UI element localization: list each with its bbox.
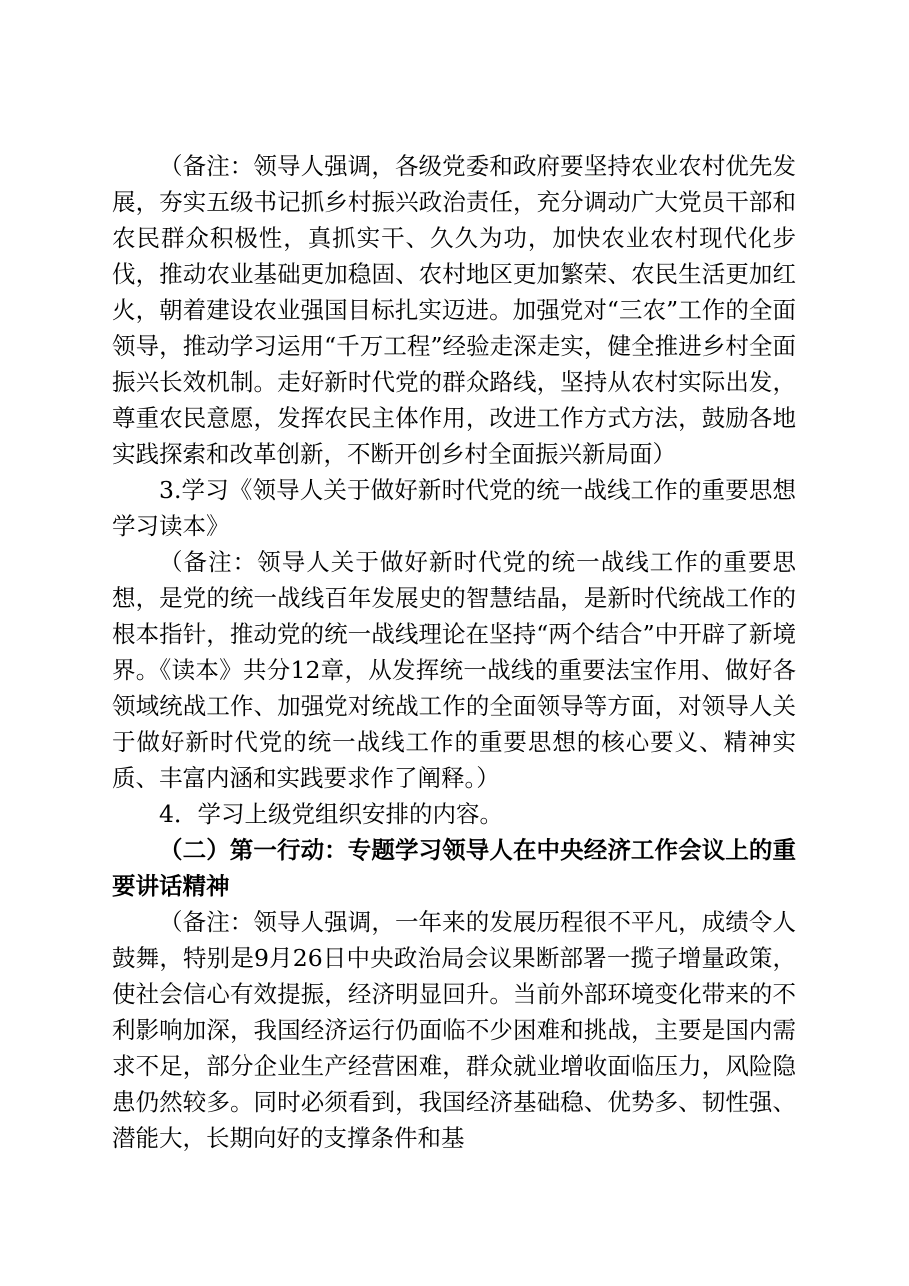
list-item-3-united-front-reader: 3.学习《领导人关于做好新时代党的统一战线工作的重要思想学习读本》 — [112, 476, 796, 540]
note-paragraph-united-front: （备注：领导人关于做好新时代党的统一战线工作的重要思想，是党的统一战线百年发展史的智慧结晶，是新时代统战工作的根本指针，推动党的统一战线理论在坚持“两个结合”中开辟了新境界。《读本》共分12章，从发挥统一战线的重要法宝作用、做好各领域统战工作、加强党对统战工作的全面领导等方面，对领导人关于做好新时代党的统一战线工作的重要思想的核心要义、精神实质、丰富内涵和实践要求作了阐释。） — [112, 548, 796, 792]
document-body — [112, 148, 796, 1156]
section-heading-first-action: （二）第一行动：专题学习领导人在中央经济工作会议上的重要讲话精神 — [112, 836, 796, 900]
list-item-4-superior-arrangements: 4．学习上级党组织安排的内容。 — [159, 800, 503, 828]
note-paragraph-economic-work: （备注：领导人强调，一年来的发展历程很不平凡，成绩令人鼓舞，特别是9月26日中央政治局会议果断部署一揽子增量政策，使社会信心有效提振，经济明显回升。当前外部环境变化带来的不利影响加深，我国经济运行仍面临不少困难和挑战，主要是国内需求不足，部分企业生产经营困难，群众就业增收面临压力，风险隐患仍然较多。同时必须看到，我国经济基础稳、优势多、韧性强、潜能大，长期向好的支撑条件和基 — [112, 908, 796, 1152]
note-paragraph-rural-revitalization: （备注：领导人强调，各级党委和政府要坚持农业农村优先发展，夯实五级书记抓乡村振兴政治责任，充分调动广大党员干部和农民群众积极性，真抓实干、久久为功，加快农业农村现代化步伐，推动农业基础更加稳固、农村地区更加繁荣、农民生活更加红火，朝着建设农业强国目标扎实迈进。加强党对“三农”工作的全面领导，推动学习运用“千万工程”经验走深走实，健全推进乡村全面振兴长效机制。走好新时代党的群众路线，坚持从农村实际出发，尊重农民意愿，发挥农民主体作用，改进工作方式方法，鼓励各地实践探索和改革创新，不断开创乡村全面振兴新局面） — [112, 152, 796, 468]
